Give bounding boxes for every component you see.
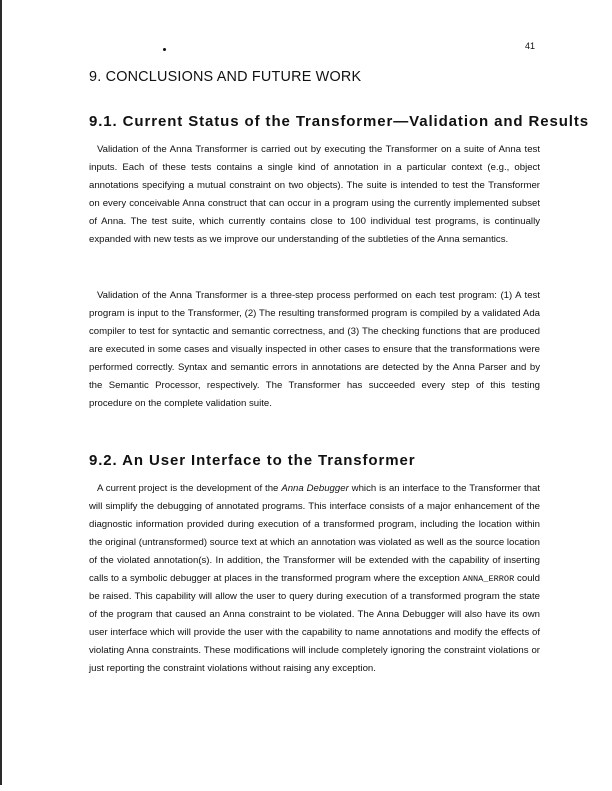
code-term-anna-error: ANNA_ERROR [462, 573, 515, 584]
text-run: A current project is the development of the [97, 482, 282, 494]
scan-speck [163, 48, 166, 51]
text-run: could be raised. This capability will allow the user to query during execution of a transformed program the state of the program that caused an Anna constraint to be violated. The Anna Debugger will also have its own user interface which will provide the user with the capability to name annotations and modify the effects of violating Anna constraints. These modifications will include completely ignoring the constraint violations or just reporting the constraint violations without raising any exception. [89, 572, 540, 674]
paragraph-validation-suite: Validation of the Anna Transformer is carried out by executing the Transformer on a suite of Anna test inputs. Each of these tests contains a single kind of annotation in a particular context (e.g., object annotations specifying a mutual constraint on two objects). The suite is intended to test the Transformer on every conceivable Anna construct that can occur in a program using the currently implemented subset of Anna. The test suite, which currently contains close to 100 individual test programs, is continually expanded with new tests as we improve our understanding of the subtleties of the Anna semantics. [89, 143, 540, 245]
section-title-9-1: 9.1. Current Status of the Transformer—Validation and Results [89, 113, 589, 130]
chapter-title: 9. CONCLUSIONS AND FUTURE WORK [89, 69, 362, 85]
text-run: which is an interface to the Transformer that will simplify the debugging of annotated programs. This interface consists of a major enhancement of the diagnostic information provided during execution of a transformed program, including the location within the original (untransformed) source text at which an annotation was violated as well as the source location of the violated annotation(s). In addition, the Transformer will be extended with the capability of inserting calls to a symbolic debugger at places in the transformed program where the exception [89, 482, 540, 584]
scan-edge-border [0, 0, 2, 785]
paragraph-anna-debugger [89, 480, 540, 678]
section-title-9-2: 9.2. An User Interface to the Transformer [89, 452, 416, 469]
page-number: 41 [525, 41, 536, 51]
italic-term-anna-debugger: Anna Debugger [281, 482, 349, 494]
paragraph-validation-process: Validation of the Anna Transformer is a three-step process performed on each test program: (1) A test program is input to the Transformer, (2) The resulting transformed program is compiled by a validated Ada compiler to test for syntactic and semantic correctness, and (3) The checking functions that are produced are executed in some cases and visually inspected in other cases to ensure that the transformations were performed correctly. Syntax and semantic errors in annotations are detected by the Anna Parser and by the Semantic Processor, respectively. The Transformer has succeeded every step of this testing procedure on the complete validation suite. [89, 289, 540, 409]
